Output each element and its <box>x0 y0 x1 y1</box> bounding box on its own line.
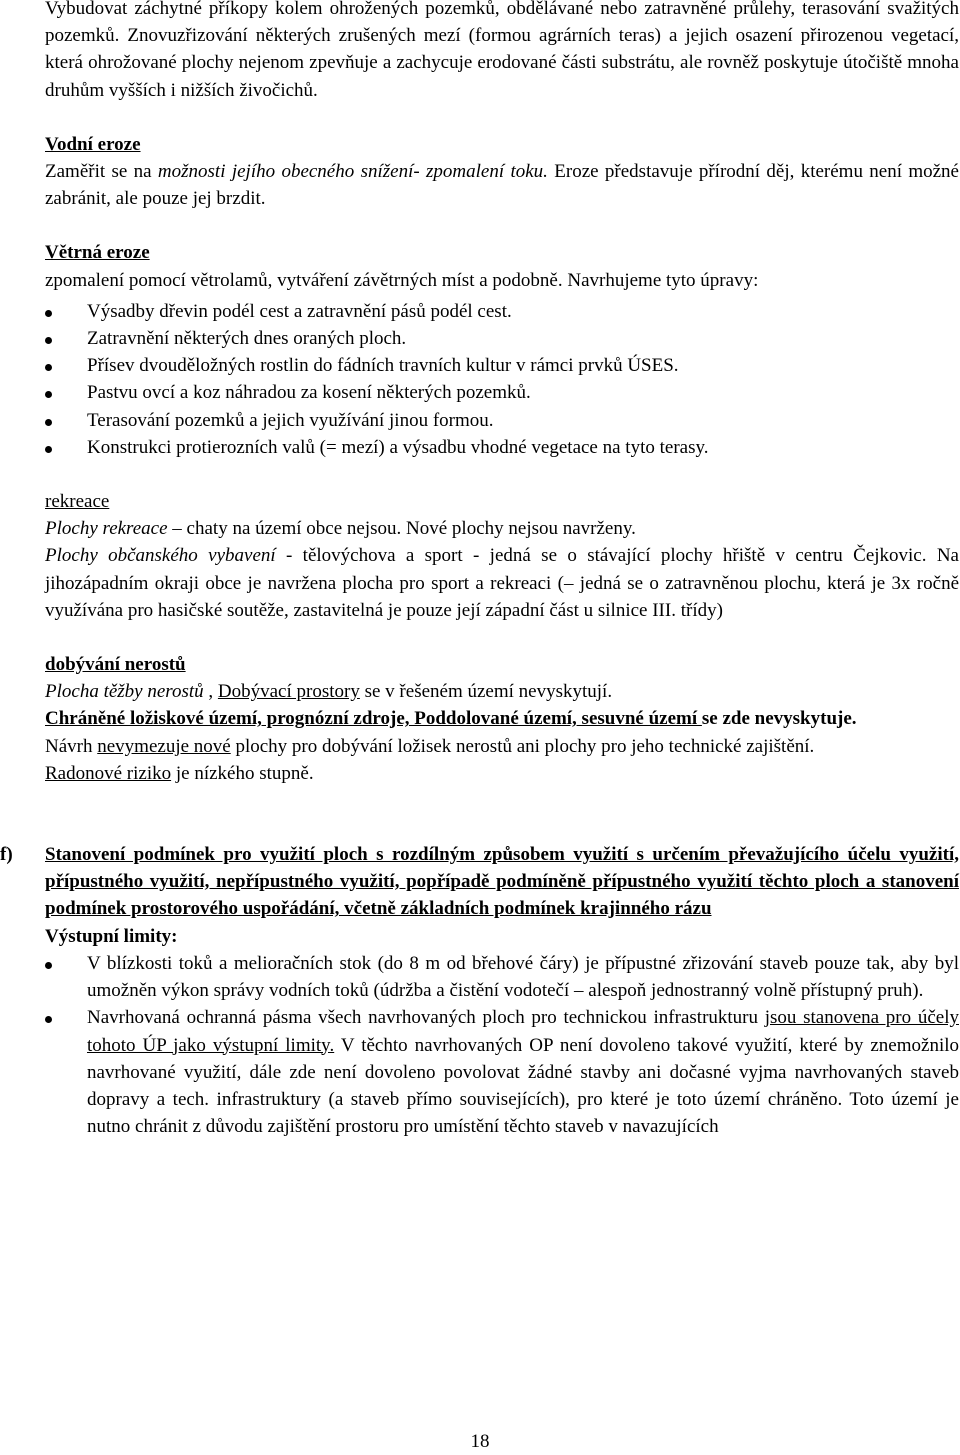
bullet-icon <box>45 962 52 969</box>
section-f-subheading: Výstupní limity: <box>45 925 178 947</box>
section-dobyvani-nerostu <box>45 651 959 787</box>
heading-vetrna-eroze: Větrná eroze <box>45 242 150 264</box>
vodni-text-end: Eroze představuje přírodní děj, kterému není možné zabránit, ale pouze jej brzdit. <box>45 161 959 210</box>
bullet-icon <box>45 446 52 453</box>
list-item: V blízkosti toků a melioračních stok (do 8 m od břehové čáry) je přípustné zřizování staveb pouze tak, aby byl umožněn výkon správy vodních toků (údržba a čistění vodotečí – alespoň jednostranný volně přístupný pruh). <box>45 950 959 1004</box>
nerosty-paragraph-2: Chráněné ložiskové území, prognózní zdroje, Poddolované území, sesuvné území se zde nevyskytuje. <box>45 708 857 730</box>
section-f <box>0 841 959 1140</box>
vetrna-eroze-text: zpomalení pomocí větrolamů, vytváření závětrných míst a podobně. Navrhujeme tyto úpravy: <box>45 269 759 291</box>
vodni-text-start: Zaměřit se na <box>45 161 158 183</box>
list-item: Pastvu ovcí a koz náhradou za kosení některých pozemků. <box>45 379 959 406</box>
bullet-icon <box>45 391 52 398</box>
section-f-list <box>45 950 959 1140</box>
bullet-icon <box>45 364 52 371</box>
heading-vodni-eroze: Vodní eroze <box>45 133 141 155</box>
vodni-eroze-text <box>45 158 959 212</box>
bullet-icon <box>45 310 52 317</box>
section-letter: f) <box>0 844 13 866</box>
list-item: Terasování pozemků a jejich využívání jinou formou. <box>45 407 959 434</box>
section-vetrna-eroze <box>45 239 959 461</box>
list-item: Navrhovaná ochranná pásma všech navrhovaných ploch pro technickou infrastrukturu jsou stanovena pro účely tohoto ÚP jako výstupní limity. V těchto navrhovaných OP není dovoleno takové využití, které by znemožnilo navrhované využití, dále zde není dovoleno povolovat žádné stavby ani dočasné vyjma navrhovaných staveb dopravy a tech. infrastruktury (a staveb přímo souvisejících), pro které je toto území chráněno. Toto území je nutno chránit z důvodu zajištění prostoru pro umístění těchto staveb v navazujících <box>45 1004 959 1140</box>
heading-rekreace: rekreace <box>45 491 110 513</box>
section-rekreace <box>45 488 959 624</box>
nerosty-paragraph-3: Návrh nevymezuje nové plochy pro dobývání ložisek nerostů ani plochy pro jeho technické zajištění. <box>45 735 815 757</box>
bullet-icon <box>45 337 52 344</box>
list-item: Konstrukci protierozních valů (= mezí) a výsadbu vhodné vegetace na tyto terasy. <box>45 434 959 461</box>
bullet-icon <box>45 419 52 426</box>
vodni-text-italic: možnosti jejího obecného snížení- zpomalení toku. <box>157 161 548 183</box>
list-item: Výsadby dřevin podél cest a zatravnění pásů podél cest. <box>45 298 959 325</box>
list-item: Přísev dvouděložných rostlin do fádních travních kultur v rámci prvků ÚSES. <box>45 352 959 379</box>
rekreace-paragraph-1: Plochy rekreace – chaty na území obce nejsou. Nové plochy nejsou navrženy. <box>45 518 636 540</box>
page-number: 18 <box>470 1431 490 1452</box>
intro-paragraph: Vybudovat záchytné příkopy kolem ohrožených pozemků, obdělávané nebo zatravněné průlehy, terasování svažitých pozemků. Znovuzřizování některých zrušených mezí (formou agrárních teras) a jejich osazení přirozenou vegetací, která ohrožované plochy nejenom zpevňuje a zachycuje erodované části substrátu, ale rovněž poskytuje útočiště mnoha druhům vyšších i nižších živočichů. <box>45 0 959 101</box>
section-vodni-eroze <box>45 131 959 213</box>
rekreace-paragraph-2: Plochy občanského vybavení - tělovýchova a sport - jedná se o stávající plochy hřiště v centru Čejkovic. Na jihozápadním okraji obce je navržena plocha pro sport a rekreaci (– jedná se o zatravněnou plochu, která je 3x ročně využívána pro hasičské soutěže, zastavitelná je pouze její západní část u silnice III. třídy) <box>45 545 959 621</box>
vetrna-eroze-list <box>45 298 959 461</box>
section-f-title: Stanovení podmínek pro využití ploch s rozdílným způsobem využití s určením převažujícího účelu využití, přípustného využití, nepřípustného využití, popřípadě podmíněně přípustného využití těchto ploch a stanovení podmínek prostorového uspořádání, včetně základních podmínek krajinného rázu <box>45 844 959 920</box>
nerosty-paragraph-1: Plocha těžby nerostů , Dobývací prostory se v řešeném území nevyskytují. <box>45 681 613 703</box>
heading-dobyvani-nerostu: dobývání nerostů <box>45 654 186 676</box>
list-item: Zatravnění některých dnes oraných ploch. <box>45 325 959 352</box>
nerosty-paragraph-4: Radonové riziko je nízkého stupně. <box>45 762 314 784</box>
bullet-icon <box>45 1016 52 1023</box>
